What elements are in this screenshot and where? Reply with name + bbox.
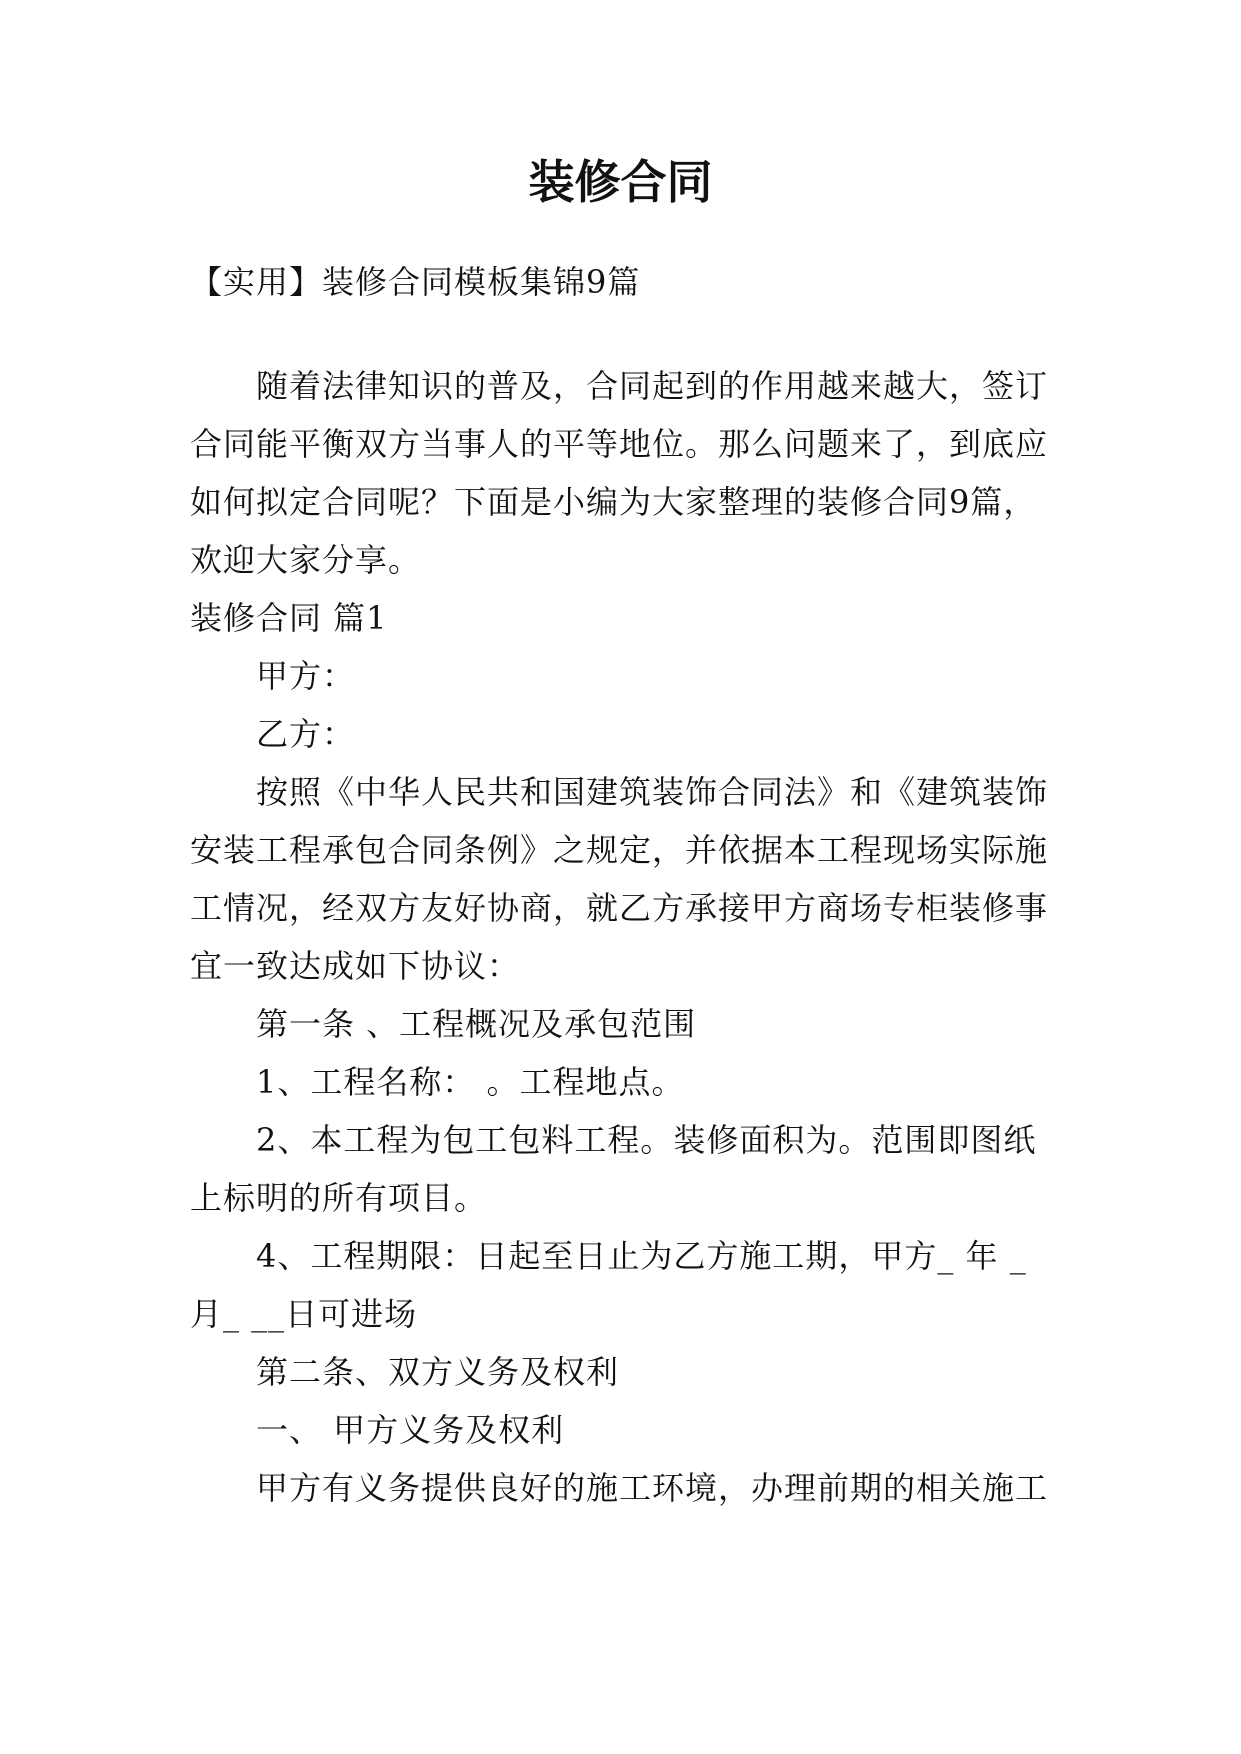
article-1-heading: 第一条 、工程概况及承包范围 <box>256 1005 697 1043</box>
subtitle-line: 【实用】装修合同模板集锦9篇 <box>190 263 641 301</box>
section-heading: 装修合同 篇1 <box>190 599 388 637</box>
preamble-line: 安装工程承包合同条例》之规定，并依据本工程现场实际施 <box>190 831 1049 869</box>
clause-item-1: 1、工程名称： 。工程地点。 <box>256 1063 685 1101</box>
preamble-line: 宜一致达成如下协议： <box>190 947 521 985</box>
article-2-heading: 第二条、双方义务及权利 <box>256 1353 620 1391</box>
sub-heading-party-a-duties: 一、 甲方义务及权利 <box>256 1411 565 1449</box>
intro-line: 欢迎大家分享。 <box>190 541 422 579</box>
party-a-label: 甲方： <box>256 657 356 695</box>
clause-item-4-cont: 月_ __日可进场 <box>190 1295 418 1333</box>
intro-line: 随着法律知识的普及，合同起到的作用越来越大，签订 <box>256 367 1049 405</box>
clause-item-4: 4、工程期限：日起至日止为乙方施工期，甲方_ 年 _ <box>256 1237 1027 1275</box>
body-line: 甲方有义务提供良好的施工环境，办理前期的相关施工 <box>256 1469 1049 1507</box>
intro-paragraph <box>190 357 1060 1517</box>
document-subtitle <box>190 253 1060 311</box>
preamble-line: 按照《中华人民共和国建筑装饰合同法》和《建筑装饰 <box>256 773 1049 811</box>
document-title: 装修合同 <box>528 155 713 209</box>
clause-item-2: 2、本工程为包工包料工程。装修面积为。范围即图纸 <box>256 1121 1037 1159</box>
preamble-line: 工情况，经双方友好协商，就乙方承接甲方商场专柜装修事 <box>190 889 1049 927</box>
intro-line: 合同能平衡双方当事人的平等地位。那么问题来了，到底应 <box>190 425 1049 463</box>
party-b-label: 乙方： <box>256 715 356 753</box>
clause-item-2-cont: 上标明的所有项目。 <box>190 1179 488 1217</box>
intro-line: 如何拟定合同呢？下面是小编为大家整理的装修合同9篇， <box>190 483 1037 521</box>
